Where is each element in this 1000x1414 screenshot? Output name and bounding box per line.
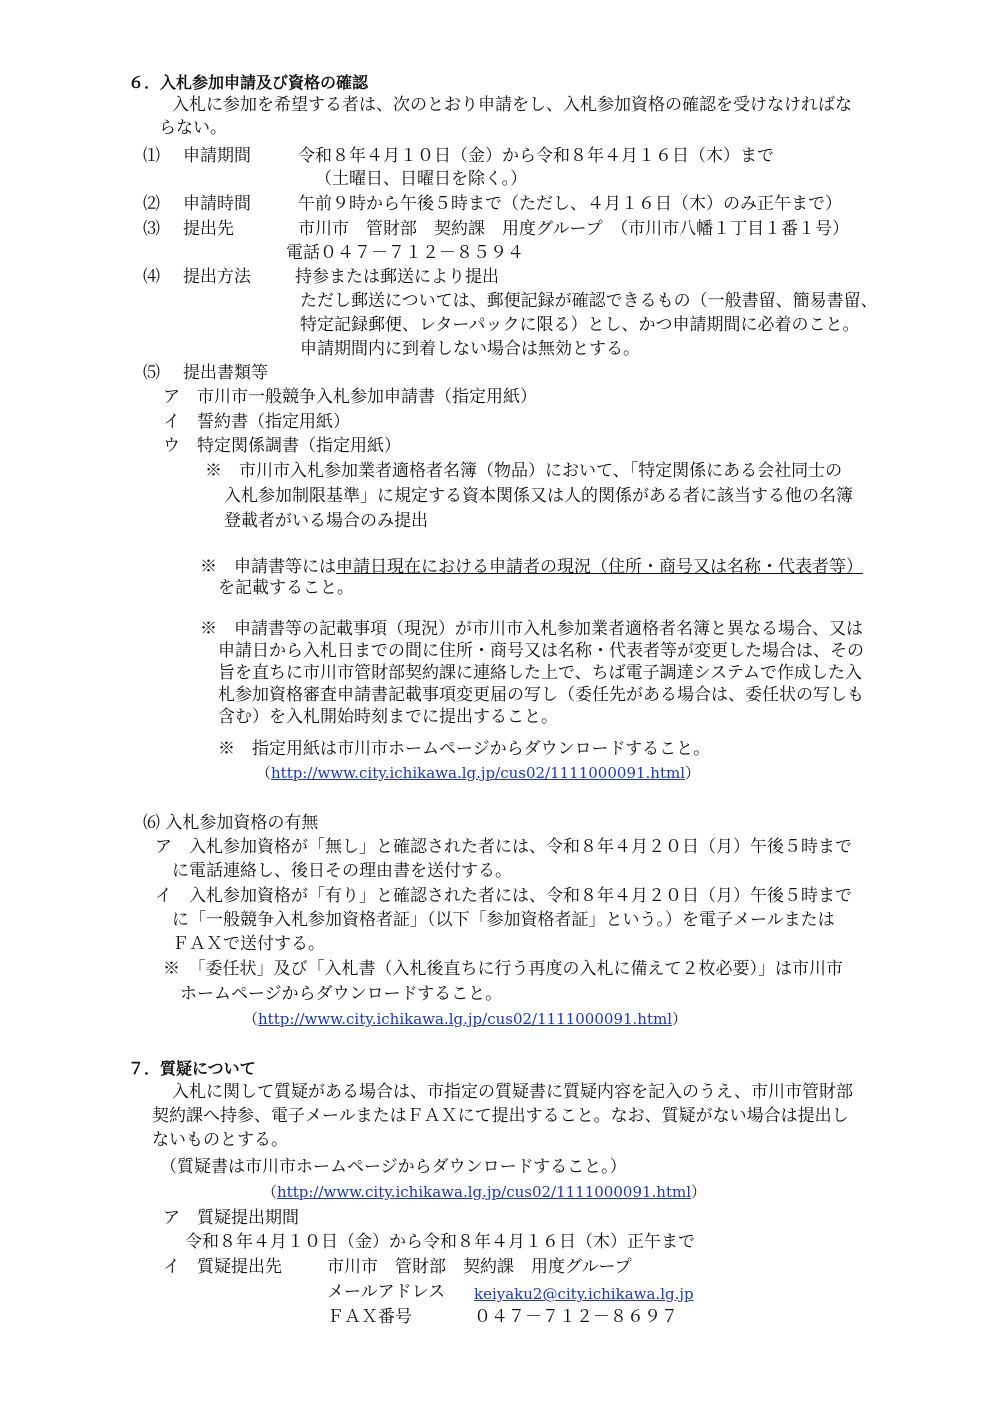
item-6-a-line-1: ア 入札参加資格が「無し」と確認された者には、令和８年４月２０日（月）午後５時まで [155, 837, 852, 857]
note-2-underlined: 申請日現在における申請者の現況（住所・商号又は名称・代表者等） [336, 557, 863, 577]
item-4-note-line-3: 申請期間内に到着しない場合は無効とする。 [300, 339, 640, 359]
section-7-url-line: （http://www.city.ichikawa.lg.jp/cus02/1111000091.html） [262, 1183, 707, 1201]
item-5-doc-u: ウ 特定関係調書（指定用紙） [163, 436, 401, 456]
item-2-label: 申請時間 [183, 194, 251, 214]
item-6-i-line-3: ＦＡＸで送付する。 [172, 934, 325, 954]
item-6-note-line-2: ホームページからダウンロードすること。 [180, 984, 503, 1004]
item-6-i-line-1: イ 入札参加資格が「有り」と確認された者には、令和８年４月２０日（月）午後５時まで [155, 886, 852, 906]
item-4-number: ⑷ [143, 267, 160, 287]
inquiry-destination-label: イ 質疑提出先 [163, 1257, 282, 1277]
note-4-line-1: ※ 指定用紙は市川市ホームページからダウンロードすること。 [218, 739, 711, 759]
note-2-line-1 [200, 556, 863, 578]
note-3-line-5: 含む）を入札開始時刻までに提出すること。 [218, 707, 558, 727]
item-3-phone: 電話０４７－７１２－８５９４ [286, 243, 524, 263]
note-1-line-1: ※ 市川市入札参加業者適格者名簿（物品）において、「特定関係にある会社同士の [205, 461, 843, 481]
item-4-label: 提出方法 [183, 267, 251, 287]
item-3-destination: 市川市 管財部 契約課 用度グループ （市川市八幡１丁目１番１号） [298, 219, 850, 239]
note-2-prefix: ※ 申請書等には [200, 557, 336, 577]
item-1-number: ⑴ [143, 146, 160, 166]
item-1-label: 申請期間 [183, 146, 251, 166]
note-3-line-3: 旨を直ちに市川市管財部契約課に連絡した上で、ちば電子調達システムで作成した入 [218, 663, 862, 683]
inquiry-destination-value: 市川市 管財部 契約課 用度グループ [327, 1257, 632, 1277]
section-6-intro-line-2: らない。 [159, 118, 227, 138]
note-1-line-2: 入札参加制限基準」に規定する資本関係又は人的関係がある者に該当する他の名簿 [224, 486, 853, 506]
note-1-line-3: 登載者がいる場合のみ提出 [224, 511, 428, 531]
item-2-hours: 午前９時から午後５時まで（ただし、４月１６日（木）のみ正午まで） [298, 194, 842, 214]
item-5-number: ⑸ [143, 363, 160, 383]
download-link-1[interactable]: http://www.city.ichikawa.lg.jp/cus02/1111000091.html [271, 764, 686, 782]
item-1-exclusion: （土曜日、日曜日を除く。） [315, 169, 528, 189]
section-7-heading: ７．質疑について [128, 1059, 256, 1078]
fax-label: ＦＡＸ番号 [327, 1307, 412, 1327]
note-3-line-1: ※ 申請書等の記載事項（現況）が市川市入札参加業者適格者名簿と異なる場合、又は [200, 619, 863, 639]
section-7-download-note: （質疑書は市川市ホームページからダウンロードすること。） [160, 1157, 627, 1177]
section-6-heading: ６．入札参加申請及び資格の確認 [128, 73, 369, 92]
mail-link[interactable]: keiyaku2@city.ichikawa.lg.jp [474, 1285, 694, 1303]
note-3-line-4: 札参加資格審査申請書記載事項変更届の写し（委任先がある場合は、委任状の写しも [218, 685, 864, 705]
item-1-period: 令和８年４月１０日（金）から令和８年４月１６日（木）まで [298, 146, 774, 166]
note-4-url-line: （http://www.city.ichikawa.lg.jp/cus02/1111000091.html） [256, 764, 701, 782]
item-4-note-line-2: 特定記録郵便、レターパックに限る）とし、かつ申請期間に必着のこと。 [300, 315, 860, 335]
item-5-label: 提出書類等 [183, 363, 268, 383]
item-3-label: 提出先 [183, 219, 234, 239]
item-6-note-line-1: ※ 「委任状」及び「入札書（入札後直ちに行う再度の入札に備えて２枚必要）」は市川市 [163, 959, 843, 979]
section-6-intro-line-1: 入札に参加を希望する者は、次のとおり申請をし、入札参加資格の確認を受けなければな [172, 95, 852, 115]
fax-number: ０４７－７１２－８６９７ [474, 1307, 678, 1327]
inquiry-period-value: 令和８年４月１０日（金）から令和８年４月１６日（木）正午まで [185, 1232, 695, 1252]
item-4-method: 持参または郵送により提出 [295, 267, 499, 287]
download-link-3[interactable]: http://www.city.ichikawa.lg.jp/cus02/1111000091.html [277, 1183, 692, 1201]
note-2-line-2: を記載すること。 [218, 578, 354, 598]
item-5-doc-i: イ 誓約書（指定用紙） [163, 412, 350, 432]
item-3-number: ⑶ [143, 219, 160, 239]
section-7-para-line-3: ないものとする。 [152, 1130, 288, 1150]
item-6-heading: ⑹ 入札参加資格の有無 [143, 813, 319, 833]
section-7-para-line-2: 契約課へ持参、電子メールまたはＦＡＸにて提出すること。なお、質疑がない場合は提出し [152, 1106, 849, 1126]
mail-label: メールアドレス [327, 1282, 446, 1302]
inquiry-period-label: ア 質疑提出期間 [163, 1208, 299, 1228]
note-3-line-2: 申請日から入札日までの間に住所・商号又は名称・代表者等が変更した場合は、その [218, 641, 864, 661]
item-2-number: ⑵ [143, 194, 160, 214]
item-5-doc-a: ア 市川市一般競争入札参加申請書（指定用紙） [163, 387, 537, 407]
item-6-i-line-2: に「一般競争入札参加資格者証」（以下「参加資格者証」という。）を電子メールまたは [172, 910, 835, 930]
item-6-url-line: （http://www.city.ichikawa.lg.jp/cus02/1111000091.html） [243, 1010, 688, 1028]
section-7-para-line-1: 入札に関して質疑がある場合は、市指定の質疑書に質疑内容を記入のうえ、市川市管財部 [172, 1082, 854, 1102]
item-6-a-line-2: に電話連絡し、後日その理由書を送付する。 [172, 861, 512, 881]
item-4-note-line-1: ただし郵送については、郵便記録が確認できるもの（一般書留、簡易書留、 [300, 291, 878, 311]
download-link-2[interactable]: http://www.city.ichikawa.lg.jp/cus02/1111000091.html [258, 1010, 673, 1028]
